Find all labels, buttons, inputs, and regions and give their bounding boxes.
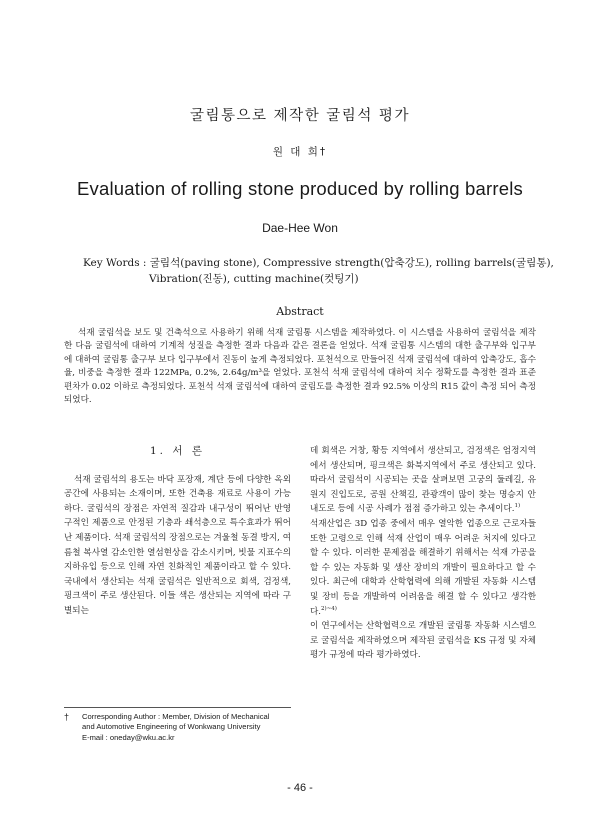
abstract-text: 석재 굴림석을 보도 및 건축석으로 사용하기 위해 석재 굴림통 시스템을 제작하였다. 이 시스템을 사용하여 굴림석을 제작한 다음 굴림석에 대하여 기계적 성질을 측정한 결과 다음과 같은 결론을 얻었다. 석재 굴림통 시스템의 대한 출구부와 입구부에 대하여 굴림통 출구부 보다 입구부에서 진동이 높게 측정되었다. 포천석으로 만들어진 석재 굴림석에 대하여 압축강도, 흡수율, 비중을 측정한 결과 122MPa, 0.2%, 2.64g/m³을 얻었다. 포천석 석재 굴림석에 대하여 치수 정확도를 측정한 결과 표준편차가 0.02 이하로 측정되었다. 포천석 석재 굴림석에 대하여 굴림도를 측정한 결과 92.5% 이상의 R15 값이 측정 되어 측정되었다. [64, 328, 536, 406]
footnote [64, 712, 294, 743]
abstract-body [64, 327, 536, 407]
keywords-line-1: Key Words : 굴림석(paving stone), Compressive strength(압축강도), rolling barrels(굴림통), [83, 257, 554, 269]
footnote-line-3: E-mail : oneday@wku.ac.kr [82, 732, 175, 742]
intro-paragraph-right-2 [310, 517, 536, 619]
right-column [310, 444, 536, 663]
intro-paragraph-right-1-text: 데 회색은 거창, 황등 지역에서 생산되고, 검정색은 엄정지역에서 생산되며, 핑크색은 화북지역에서 주로 생산되고 있다. 따라서 굴림석이 시공되는 곳을 살펴보면 고궁의 둘레길, 유원지 진입도로, 공원 산책길, 관광객이 많이 찾는 명승지 안내도로 등에 시공 사례가 점점 증가하고 있는 추세이다. [310, 446, 536, 515]
footnote-dagger: † [64, 712, 70, 722]
keywords-line-2: Vibration(진동), cutting machine(컷팅기) [149, 272, 359, 285]
footnote-line-1: Corresponding Author : Member, Division of Mechanical [82, 712, 270, 721]
footnote-divider [64, 707, 291, 708]
keywords [83, 256, 554, 287]
abstract-heading: Abstract [276, 305, 324, 318]
footnote-line-2: and Automotive Engineering of Wonkwang University [82, 722, 261, 732]
left-column [64, 438, 291, 619]
reference-mark-2: 2)~4) [321, 605, 337, 612]
page-number: - 46 - [287, 782, 313, 794]
korean-author: 원 대 희† [272, 146, 328, 158]
reference-mark-1: 1) [514, 503, 521, 510]
intro-paragraph-left: 석재 굴림석의 용도는 바닥 포장재, 계단 등에 다양한 옥외 공간에 사용되는 소재이며, 또한 건축용 재료로 사용이 가능하다. 굴림석의 장점은 자연적 질감과 내구성이 뛰어난 반영구적인 제품으로 안정된 기층과 쇄석층으로 특수효과가 뛰어난 제품이다. 석재 굴림석의 장점으로는 겨울철 동결 방지, 여름철 복사열 감소인한 열섬현상을 감소시키며, 빗물 지표수의 지하유입 등으로 인해 자연 친화적인 제품이라고 할 수 있다. 국내에서 생산되는 석재 굴림석은 일반적으로 회색, 검정색, 핑크색이 주로 생산된다. 이들 색은 생산되는 지역에 따라 구별되는 [64, 474, 291, 616]
korean-title: 굴림통으로 제작한 굴림석 평가 [190, 108, 410, 124]
intro-paragraph-right-1 [310, 444, 536, 517]
section-heading-introduction: 1. 서 론 [150, 445, 205, 457]
english-author: Dae-Hee Won [262, 221, 338, 235]
intro-paragraph-right-3: 이 연구에서는 산학협력으로 개발된 굴림통 자동화 시스템으로 굴림석을 제작하였으며 제작된 굴림석을 KS 규정 및 자체 평가 규정에 따라 평가하였다. [310, 621, 536, 661]
english-title: Evaluation of rolling stone produced by rolling barrels [76, 178, 523, 199]
intro-paragraph-right-2-text: 석재산업은 3D 업종 중에서 매우 열악한 업종으로 근로자들 또한 고령으로 인해 석재 산업이 매우 어려운 처지에 있다고 할 수 있다. 이러한 문제점을 해결하기 위해서는 석재 가공을 할 수 있는 자동화 및 생산 장비의 개발이 필요하다고 할 수 있다. 최근에 대학과 산학협력에 의해 개발된 자동화 시스템 및 장비 등을 개발하여 어려움을 해결 할 수 있다고 생각한다. [310, 518, 536, 617]
